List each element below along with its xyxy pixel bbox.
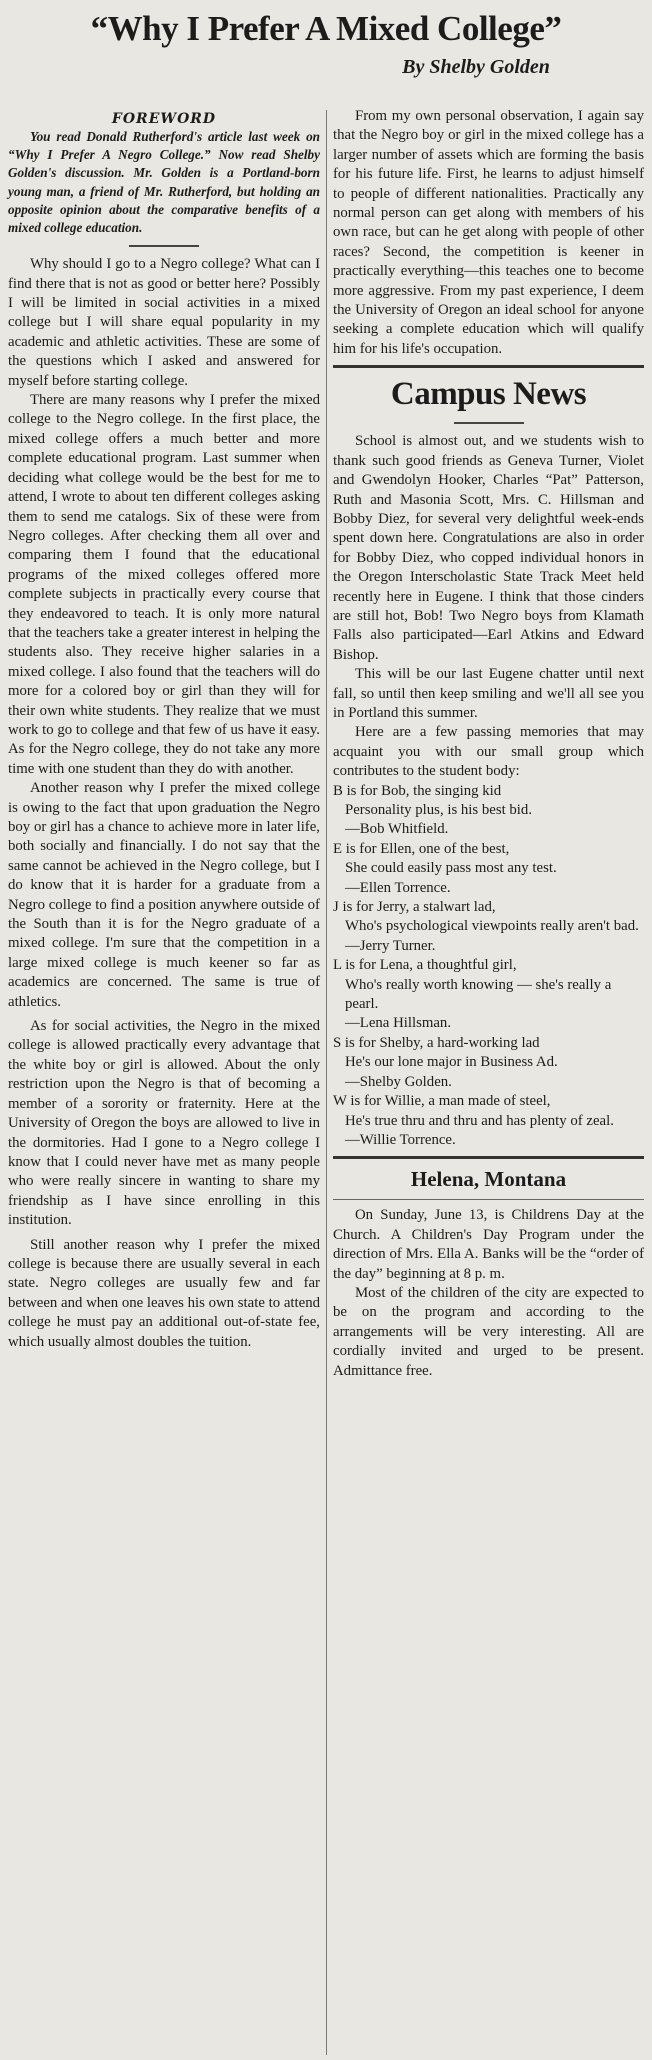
memory-line: She could easily pass most any test. [345,860,557,877]
campus-news-headline: Campus News [390,376,587,413]
memory-entry [333,956,644,1034]
right-column [333,107,644,1381]
column-divider [326,110,327,2055]
article-paragraph: There are many reasons why I prefer the mixed college to the Negro college. In the first place, the mixed college offers a much better and more complete educational program. Last summer when deciding what college would be the best for me to attend, I wrote to about ten different colleges asking them to send me catalogs. Six of these were from Negro colleges. After checking them all over and comparing them I found that the educational programs of the mixed colleges offered more complete subjects in practically every course that they endeavored to teach. It is only more natural that the teachers take a greater interest in helping the students also. They receive higher salaries in a mixed college. I also found that the teachers will do more for a colored boy or girl than they will for their own white students. They realize that we must work to go to college and that few of us have it easy. As for the Negro college, they do not take any more time with one student than they do with another. [8,392,320,777]
memory-first-line: S is for Shelby, a hard-working lad [333,1034,540,1051]
memory-signature: —Bob Whitfield. [345,821,449,838]
memory-first-line: E is for Ellen, one of the best, [333,840,510,857]
article-paragraph: As for social activities, the Negro in the mixed college is allowed practically every advantage that the white boy or girl is allowed. About the only restriction upon the Negro is that of becoming a member of a sorority or fraternity. Here at the University of Oregon the boys are allowed to live in the dormitories. Had I gone to a Negro college I know that I could never have met as many people who were really sincere in wanting to share my friendship as I have since enrolling in this institution. [8,1018,320,1229]
helena-headline: Helena, Montana [410,1167,567,1192]
memory-line: He's true thru and thru and has plenty of zeal. [345,1112,614,1129]
article-byline: By Shelby Golden [402,56,550,78]
memory-line: Personality plus, is his best bid. [345,802,533,818]
memory-signature: —Ellen Torrence. [345,879,451,896]
memory-first-line: L is for Lena, a thoughtful girl, [333,957,517,974]
article-headline: “Why I Prefer A Mixed College” [90,9,562,48]
memory-entry [333,1034,644,1092]
columns [8,110,644,2055]
campus-rule [454,422,524,424]
memory-first-line: B is for Bob, the singing kid [333,782,502,799]
section-rule [333,365,644,368]
article-paragraph: Why should I go to a Negro college? What can I find there that is not as good or better here? Possibly I will be limited in social activities in a mixed college but I will share equal popularity in my academic and athletic activities. These are some of the questions which I asked and answered for myself before starting college. [8,256,320,389]
campus-paragraph: School is almost out, and we students wish to thank such good friends as Geneva Turner, Violet and Gwendolyn Hooker, Charles “Pat” Patterson, Ruth and Masonia Scott, Mrs. C. Hillsman and Bobby Diez, for several very delightful week-ends spent down here. Congratulations are also in order for Bobby Diez, who copped individual honors in the Oregon Interscholastic State Track Meet held recently here in Eugene. I think that those cinders are still hot, Bob! Two Negro boys from Klamath Falls also participated—Earl Atkins and Edward Bishop. [333,433,644,663]
memory-signature: —Lena Hillsman. [345,1015,452,1032]
campus-paragraph: Here are a few passing memories that may acquaint you with our small group which contributes to the student body: [333,724,644,780]
memories-list [333,782,644,1151]
memory-first-line: W is for Willie, a man made of steel, [333,1093,551,1110]
memory-entry [333,782,644,840]
article-paragraph: Still another reason why I prefer the mixed college is because there are usually several in each state. Negro colleges are usually few and far between and when one leaves his own state to attend college he must pay an additional out-of-state fee, which usually almost doubles the tuition. [8,1236,320,1350]
article-paragraph: Another reason why I prefer the mixed college is owing to the fact that upon graduation the Negro boy or girl has a chance to achieve more in later life, both socially and financially. I do not say that the same cannot be achieved in the Negro college, but I do know that it is harder for a graduate from a Negro college to find a position anywhere outside of the South than it is for the Negro graduate of a mixed college. I'm sure that the competition in a large mixed college is much keener so far as academics are concerned. The same is true of athletics. [8,780,320,1010]
memory-first-line: J is for Jerry, a stalwart lad, [333,899,496,916]
left-column [8,110,320,1352]
memory-signature: —Shelby Golden. [345,1073,452,1090]
foreword-text: You read Donald Rutherford's article last week on “Why I Prefer A Negro College.” Now read Shelby Golden's discussion. Mr. Golden is a Portland-born young man, a friend of Mr. Rutherford, but holding an opposite opinion about the comparative benefits of a mixed college education. [8,129,320,236]
helena-paragraph: On Sunday, June 13, is Childrens Day at the Church. A Children's Day Program under the direction of Mrs. Ella A. Banks will be the “order of the day” beginning at 8 p. m. [333,1207,644,1282]
campus-paragraph: This will be our last Eugene chatter until next fall, so until then keep smiling and we'll all see you in Portland this summer. [333,666,644,721]
article-paragraph: From my own personal observation, I again say that the Negro boy or girl in the mixed college has a larger number of assets which are forming the basis for his future life. First, he learns to adjust himself to people of different nationalities. Practically any normal person can get along with members of his own race, but can he get along with people of other races? Second, the competition is keener in practically everything—this teaches one to become more aggressive. From my past experience, I deem the University of Oregon an ideal school for anyone seeking a complete education which will qualify him for his life's occupation. [333,108,644,357]
memory-line: Who's psychological viewpoints really aren't bad. [345,918,639,935]
foreword-title: FOREWORD [111,111,217,127]
memory-signature: —Jerry Turner. [345,937,436,954]
memory-entry [333,898,644,956]
memory-signature: —Willie Torrence. [345,1131,456,1148]
foreword-rule [129,245,199,247]
helena-paragraph: Most of the children of the city are expected to be on the program and according to the arrangements will be very interesting. All are cordially invited and urged to be present. Admittance free. [333,1284,644,1379]
memory-line: He's our lone major in Business Ad. [345,1054,558,1071]
memory-line: Who's really worth knowing — she's really a pearl. [345,976,612,1013]
section-rule [333,1156,644,1159]
section-rule [333,1199,644,1200]
memory-entry [333,840,644,898]
memory-entry [333,1092,644,1150]
